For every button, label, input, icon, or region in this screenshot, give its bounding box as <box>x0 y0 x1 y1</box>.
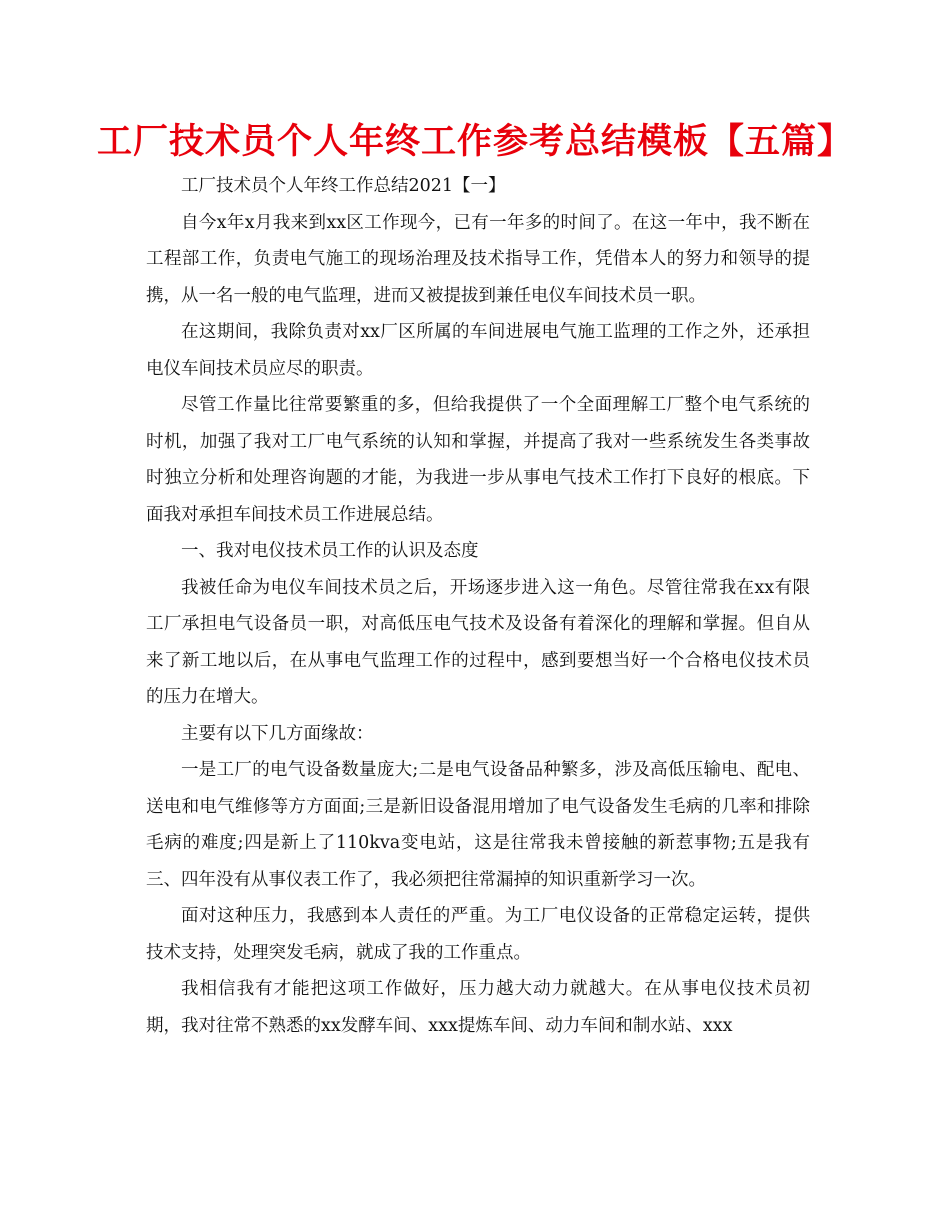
document-body <box>146 168 810 1044</box>
paragraph: 面对这种压力，我感到本人责任的严重。为工厂电仪设备的正常稳定运转，提供技术支持，处理突发毛病，就成了我的工作重点。 <box>146 906 810 963</box>
paragraph: 我相信我有才能把这项工作做好，压力越大动力就越大。在从事电仪技术员初期，我对往常不熟悉的xx发酵车间、xxx提炼车间、动力车间和制水站、xxx <box>146 979 810 1036</box>
paragraph: 尽管工作量比往常要繁重的多，但给我提供了一个全面理解工厂整个电气系统的时机，加强了我对工厂电气系统的认知和掌握，并提高了我对一些系统发生各类事故时独立分析和处理咨询题的才能，为我进一步从事电气技术工作打下良好的根底。下面我对承担车间技术员工作进展总结。 <box>146 395 810 525</box>
paragraph: 在这期间，我除负责对xx厂区所属的车间进展电气施工监理的工作之外，还承担电仪车间技术员应尽的职责。 <box>146 322 810 379</box>
paragraph: 我被任命为电仪车间技术员之后，开场逐步进入这一角色。尽管往常我在xx有限工厂承担电气设备员一职，对高低压电气技术及设备有着深化的理解和掌握。但自从来了新工地以后，在从事电气监理工作的过程中，感到要想当好一个合格电仪技术员的压力在增大。 <box>146 577 810 707</box>
paragraph: 自今x年x月我来到xx区工作现今，已有一年多的时间了。在这一年中，我不断在工程部工作，负责电气施工的现场治理及技术指导工作，凭借本人的努力和领导的提携，从一名一般的电气监理，进而又被提拔到兼任电仪车间技术员一职。 <box>146 212 810 306</box>
document-title: 工厂技术员个人年终工作参考总结模板【五篇】 <box>96 122 853 162</box>
paragraph: 主要有以下几方面缘故： <box>181 723 374 744</box>
paragraph: 一是工厂的电气设备数量庞大;二是电气设备品种繁多，涉及高低压输电、配电、送电和电气维修等方方面面;三是新旧设备混用增加了电气设备发生毛病的几率和排除毛病的难度;四是新上了110kva变电站，这是往常我未曾接触的新惹事物;五是我有三、四年没有从事仪表工作了，我必须把往常漏掉的知识重新学习一次。 <box>146 760 810 890</box>
paragraph-section-heading: 工厂技术员个人年终工作总结2021【一】 <box>181 176 506 196</box>
paragraph-subheading: 一、我对电仪技术员工作的认识及态度 <box>181 541 479 561</box>
